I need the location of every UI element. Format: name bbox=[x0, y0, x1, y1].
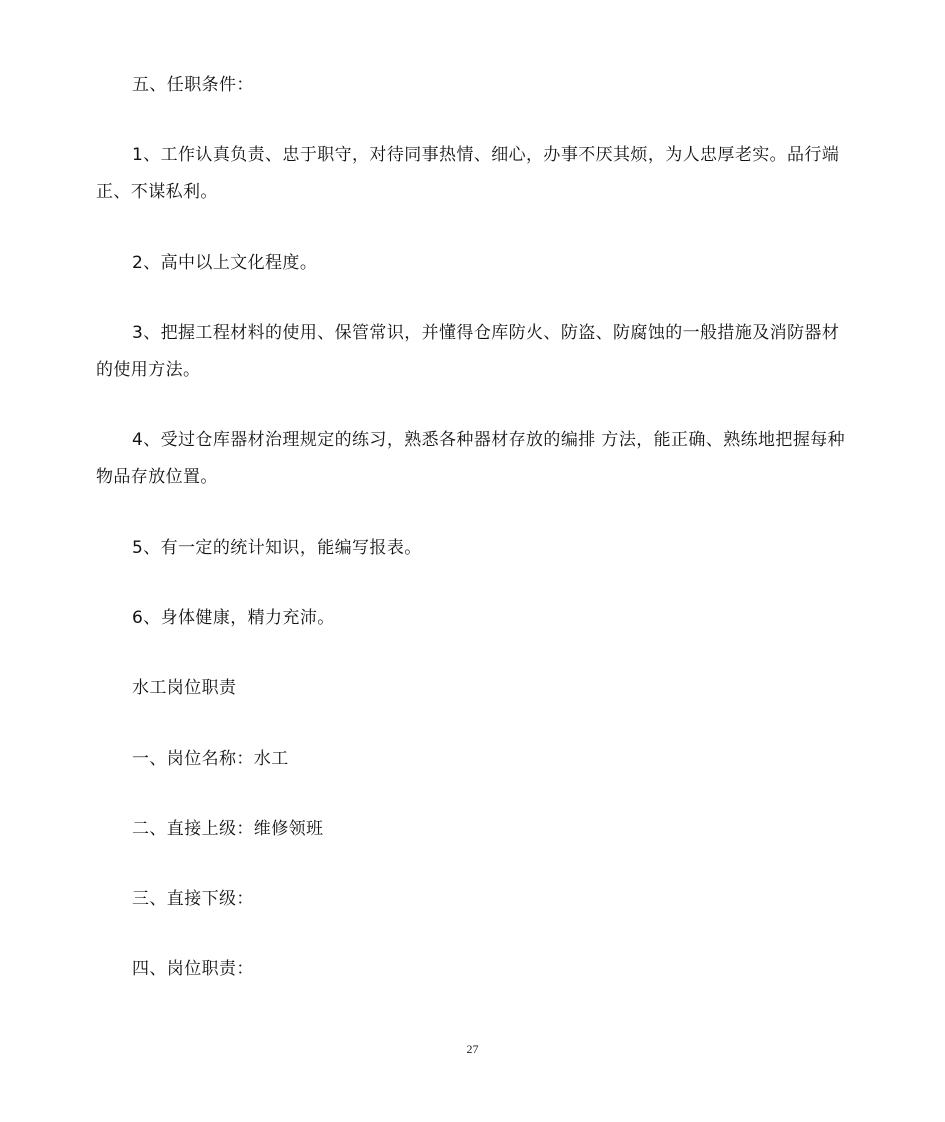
qualification-item-1: 1、工作认真负责、忠于职守，对待同事热情、细心，办事不厌其烦，为人忠厚老实。品行端正、不谋私利。 bbox=[96, 145, 840, 202]
qualification-item-2: 2、高中以上文化程度。 bbox=[132, 253, 318, 273]
job-title-line: 一、岗位名称：水工 bbox=[132, 749, 289, 769]
job-duties-heading: 四、岗位职责： bbox=[132, 959, 254, 979]
direct-subordinate-line: 三、直接下级： bbox=[132, 889, 254, 909]
section-heading-qualifications: 五、任职条件： bbox=[132, 75, 254, 95]
qualification-item-6: 6、身体健康，精力充沛。 bbox=[132, 608, 335, 628]
qualification-item-5: 5、有一定的统计知识，能编写报表。 bbox=[132, 538, 422, 558]
direct-superior-line: 二、直接上级：维修领班 bbox=[132, 819, 324, 839]
qualification-item-3: 3、把握工程材料的使用、保管常识，并懂得仓库防火、防盗、防腐蚀的一般措施及消防器材的使用方法。 bbox=[96, 323, 840, 380]
section-title-plumber-duties: 水工岗位职责 bbox=[132, 678, 237, 698]
qualification-item-4: 4、受过仓库器材治理规定的练习，熟悉各种器材存放的编排 方法，能正确、熟练地把握每种物品存放位置。 bbox=[96, 430, 846, 487]
page-number: 27 bbox=[466, 1042, 479, 1056]
